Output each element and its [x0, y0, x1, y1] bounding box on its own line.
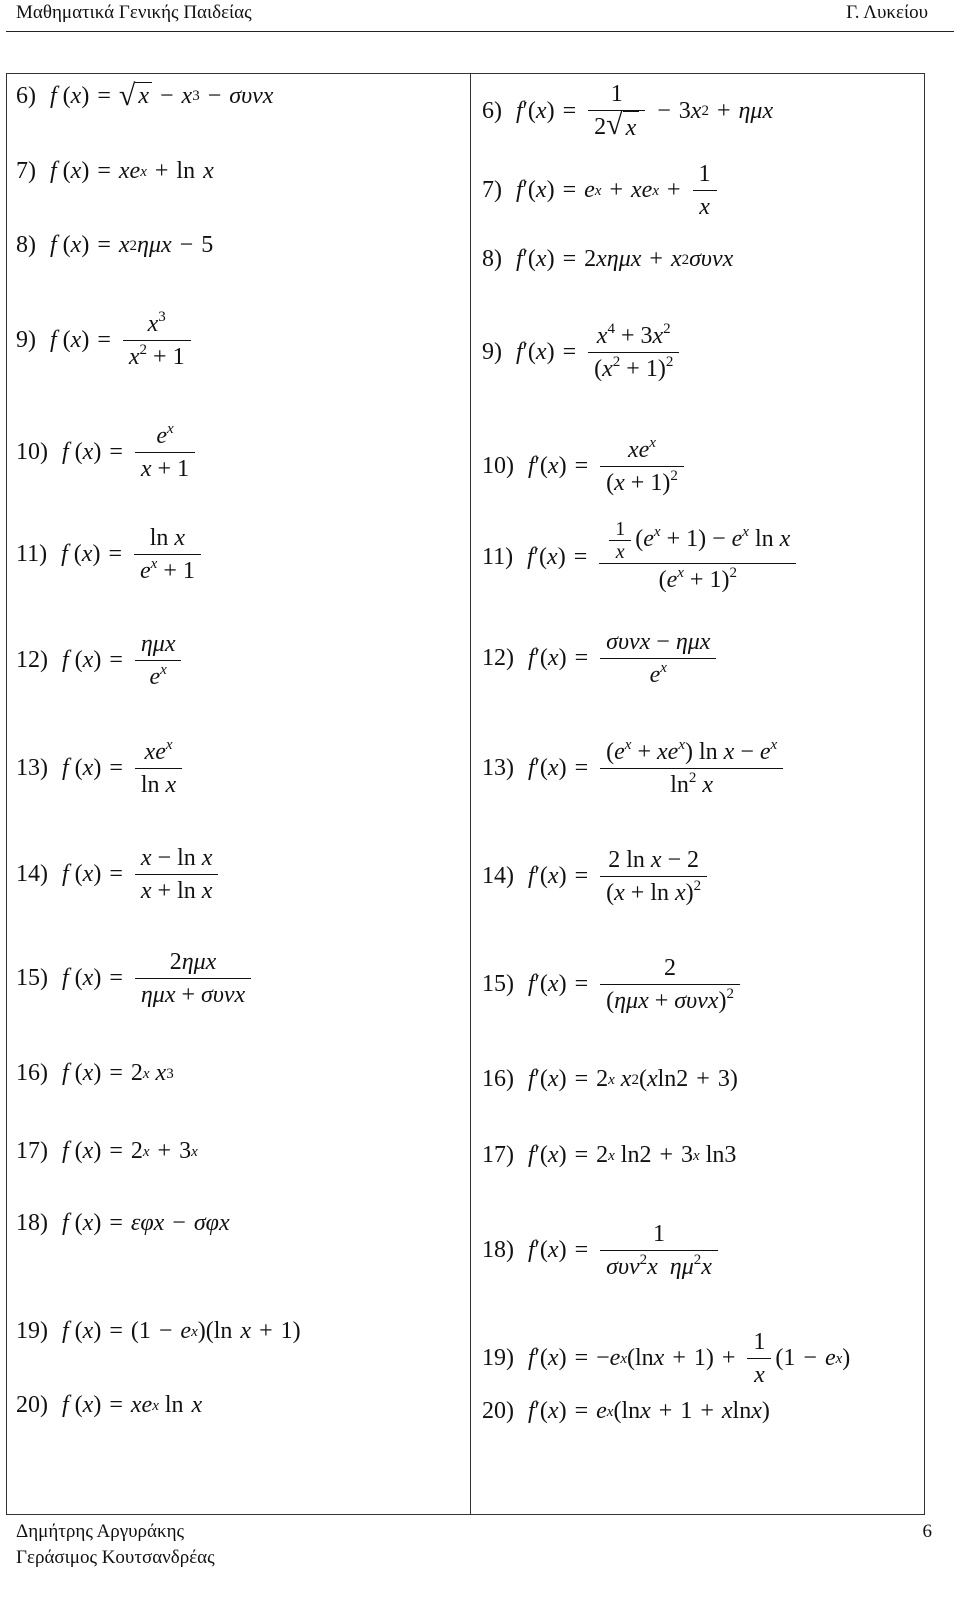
- left-exercise-14: 14) f ( x ) = $\frac{\text{x − ln x}}{\text{x + ln x}}$: [16, 842, 222, 907]
- left-exercise-18: 18) f ( x ) = εφ x − σφ x: [16, 1210, 230, 1236]
- right-exercise-12: 12) f ′( x ) = $\frac{\text{συνx − ημx}}{e^x}$: [482, 626, 720, 691]
- right-exercise-7: 7) f ′( x ) = e x + xe x + $\frac{1}{x}$: [482, 158, 721, 223]
- right-exercise-16: 16) f ′( x ) = 2 x x 2 ( x ln2 + 3): [482, 1066, 738, 1092]
- left-exercise-7: 7) f ( x ) = xe x + ln x: [16, 158, 214, 184]
- document-header-title: Μαθηματικά Γενικής Παιδείας: [16, 2, 252, 23]
- right-exercise-14: 14) f ′( x ) = $\frac{\text{2 ln x − 2}}{(x + \ln x)^2}$: [482, 844, 711, 909]
- left-exercise-10: 10) f ( x ) = $\frac{e^x}{x + 1}$: [16, 420, 199, 485]
- right-exercise-10: 10) f ′( x ) = $\frac{xe^x}{(x + 1)^2}$: [482, 434, 688, 499]
- right-exercise-20: 20) f ′( x ) = e x (ln x + 1 + x ln x ): [482, 1398, 770, 1424]
- left-exercise-20: 20) f ( x ) = xe x ln x: [16, 1392, 203, 1418]
- column-divider: [470, 73, 471, 1515]
- left-exercise-19: 19) f ( x ) = (1 − e x )(ln x + 1): [16, 1318, 301, 1344]
- right-exercise-6: 6) f ′( x ) = 1 2 √ x − 3 x 2 + ημ x: [482, 78, 773, 144]
- document-header-class: Γ. Λυκείου: [846, 2, 928, 23]
- left-exercise-9: 9) f ( x ) = $\frac{x^3}{x^2 + 1}$: [16, 308, 195, 373]
- left-exercise-13: 13) f ( x ) = $\frac{xe^x}{\text{ln x}}$: [16, 736, 186, 801]
- right-exercise-8: 8) f ′( x ) = 2 x ημ x + x 2 συν x: [482, 246, 734, 272]
- left-exercise-17: 17) f ( x ) = 2 x + 3 x: [16, 1138, 198, 1164]
- right-exercise-13: 13) f ′( x ) = $\frac{(e^x + xe^x) \ln x - e^x}{\ln^2 x}$: [482, 736, 787, 801]
- left-exercise-6: 6) f ( x ) = √ x − x 3 − συν x: [16, 79, 274, 112]
- page-number: 6: [922, 1521, 932, 1542]
- footer-author-1: Δημήτρης Αργυράκης: [16, 1521, 185, 1542]
- left-exercise-16: 16) f ( x ) = 2 x x 3: [16, 1060, 174, 1086]
- header-rule: [6, 31, 954, 32]
- right-exercise-11: 11) f ′( x ) = $\frac{1}{x}$ $(e^x + 1) - e^x$ ln x $(e^x + 1)^2$: [482, 518, 800, 596]
- right-exercise-18: 18) f ′( x ) = $\frac{1}{\sigma\upsilon\nu^2x \eta\mu^2x}$: [482, 1218, 722, 1283]
- left-exercise-12: 12) f ( x ) = $\frac{\text{ημx}}{e^x}$: [16, 628, 185, 693]
- left-exercise-11: 11) f ( x ) = $\frac{\text{ln x}}{e^x + 1}$: [16, 522, 205, 587]
- right-exercise-17: 17) f ′( x ) = 2 x ln2 + 3 x ln3: [482, 1142, 737, 1168]
- footer-author-2: Γεράσιμος Κουτσανδρέας: [16, 1547, 215, 1568]
- right-exercise-9: 9) f ′( x ) = $\frac{x^4 + 3x^2}{(x^2 + 1)^2}$: [482, 320, 683, 385]
- left-exercise-8: 8) f ( x ) = x 2 ημ x − 5: [16, 232, 214, 258]
- left-exercise-15: 15) f ( x ) = $\frac{\text{2ημx}}{\text{ημx + συνx}}$: [16, 946, 255, 1011]
- right-exercise-15: 15) f ′( x ) = $\frac{2}{(\eta\mu x + \sigma\upsilon\nu x)^2}$: [482, 952, 744, 1017]
- right-exercise-19: 19) f ′( x ) = − e x (ln x + 1) + $\frac{1}{x}$ (1 − e x ): [482, 1329, 851, 1388]
